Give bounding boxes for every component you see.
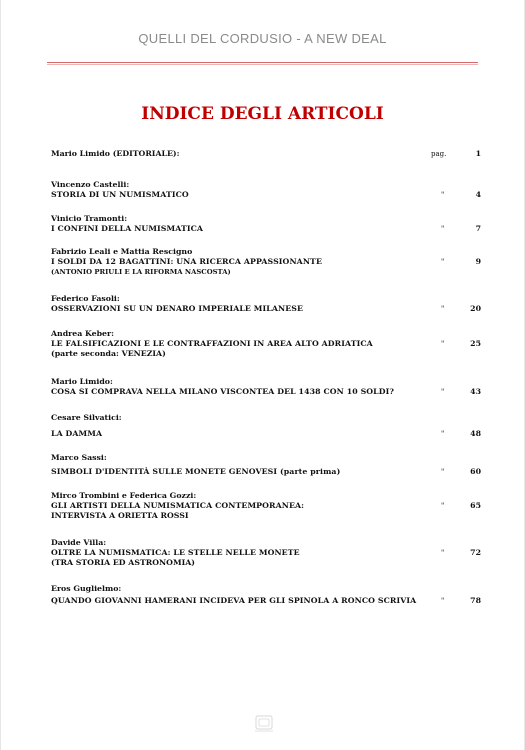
entry-subtitle: (TRA STORIA ED ASTRONOMIA) (51, 558, 195, 567)
ditto-mark: " (441, 549, 445, 557)
entry-title: OSSERVAZIONI SU UN DENARO IMPERIALE MILANESE (51, 304, 304, 313)
entry-page-number: 4 (475, 190, 481, 199)
entry-title: I SOLDI DA 12 BAGATTINI: UNA RICERCA APPASSIONANTE (51, 257, 322, 266)
entry-author: Eros Guglielmo: (51, 584, 122, 593)
ditto-mark: " (441, 340, 445, 348)
entry-author: Cesare Silvatici: (51, 413, 122, 422)
entry-title: STORIA DI UN NUMISMATICO (51, 190, 189, 199)
entry-page-number: 48 (470, 429, 481, 438)
footer-emblem-icon (253, 712, 275, 734)
entry-author: Fabrizio Leali e Mattia Rescigno (51, 247, 193, 256)
entry-page-number: 1 (475, 149, 481, 158)
entry-author: Vincenzo Castelli: (51, 180, 130, 189)
ditto-mark: " (441, 502, 445, 510)
entry-page-number: 20 (470, 304, 481, 313)
entry-author: Mario Limido: (51, 377, 113, 386)
entry-title: LA DAMMA (51, 429, 103, 438)
entry-page-number: 7 (475, 224, 481, 233)
running-header: QUELLI DEL CORDUSIO - A NEW DEAL (138, 31, 387, 46)
ditto-mark: " (441, 597, 445, 605)
entry-page-number: 72 (470, 548, 481, 557)
entry-title: SIMBOLI D'IDENTITÀ SULLE MONETE GENOVESI (parte prima) (51, 467, 341, 476)
entry-page-number: 60 (470, 467, 481, 476)
entry-author: Davide Villa: (51, 538, 107, 547)
toc-entry (51, 584, 481, 606)
entry-title: COSA SI COMPRAVA NELLA MILANO VISCONTEA DEL 1438 CON 10 SOLDI? (51, 387, 395, 396)
entry-title: I CONFINI DELLA NUMISMATICA (51, 224, 204, 233)
ditto-mark: " (441, 305, 445, 313)
toc-entry (51, 180, 481, 200)
toc-entry (51, 491, 481, 521)
entry-page-number: 25 (470, 339, 481, 348)
ditto-mark: " (441, 468, 445, 476)
entry-page-number: 78 (470, 596, 481, 605)
entry-subtitle: (ANTONIO PRIULI E LA RIFORMA NASCOSTA) (51, 268, 231, 276)
entry-title: QUANDO GIOVANNI HAMERANI INCIDEVA PER GLI SPINOLA A RONCO SCRIVIA (51, 596, 417, 605)
entry-title: OLTRE LA NUMISMATICA: LE STELLE NELLE MONETE (51, 548, 300, 557)
toc-entry (51, 453, 481, 477)
toc-entry (51, 329, 481, 359)
index-title: INDICE DEGLI ARTICOLI (141, 104, 384, 124)
toc-entry (51, 538, 481, 568)
entry-author: Vinicio Tramonti: (51, 214, 128, 223)
toc-entry (51, 294, 481, 314)
ditto-mark: " (441, 388, 445, 396)
entry-subtitle: (parte seconda: VENEZIA) (51, 349, 166, 358)
entry-author: Marco Sassi: (51, 453, 107, 462)
ditto-mark: " (441, 191, 445, 199)
toc-entry (51, 214, 481, 234)
entry-author: Andrea Keber: (51, 329, 114, 338)
entry-author: Mario Limido (EDITORIALE): (51, 149, 180, 158)
ditto-mark: " (441, 430, 445, 438)
ditto-mark: " (441, 258, 445, 266)
entry-subtitle: INTERVISTA A ORIETTA ROSSI (51, 511, 189, 520)
entry-author: Federico Fasoli: (51, 294, 120, 303)
entry-title: GLI ARTISTI DELLA NUMISMATICA CONTEMPORANEA: (51, 501, 305, 510)
entry-page-number: 65 (470, 501, 481, 510)
entry-author: Mirco Trombini e Federica Gozzi: (51, 491, 197, 500)
header-rule (47, 62, 478, 63)
toc-entry (51, 149, 481, 159)
toc-entry (51, 413, 481, 439)
entry-page-number: 9 (475, 257, 481, 266)
ditto-mark: " (441, 225, 445, 233)
toc-entry (51, 247, 481, 277)
header-rule-secondary (47, 64, 478, 65)
entry-title: LE FALSIFICAZIONI E LE CONTRAFFAZIONI IN AREA ALTO ADRIATICA (51, 339, 373, 348)
toc-entry (51, 377, 481, 397)
page-marker: pag. (431, 150, 447, 158)
entry-page-number: 43 (470, 387, 481, 396)
